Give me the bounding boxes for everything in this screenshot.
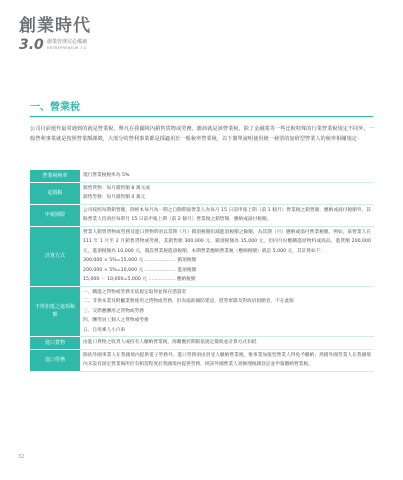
row-value-line: 銷售勞務：每月銷售額 4 萬元 xyxy=(83,195,146,200)
row-value-line: 由進口貨物之收貨人或持有人繳納營業稅，海關應於期限依規定徵收並計算方式扣抵 xyxy=(83,340,257,345)
brand-title: 創業時代 xyxy=(19,16,91,36)
row-value-line: 公司按照每期銷售額，除經本每月為一期之自動期報營業人為每月 15 日前申報上期（前 1 個月）營業稅之銷售額、應納或溢付稅額外，其餘營業人均須於每單月 15 日前申報上期（前 2 個月）營業稅之銷售額、應納或溢付稅額。 xyxy=(83,207,371,222)
tax-table xyxy=(30,170,374,372)
table-row xyxy=(30,226,374,286)
row-value-line: 銷售貨物：每月銷售額 8 萬元或 xyxy=(83,185,150,191)
row-label: 進口勞務 xyxy=(30,349,80,371)
row-value xyxy=(80,226,374,286)
row-value xyxy=(80,182,374,204)
table-row xyxy=(30,337,374,350)
row-label: 進口貨物 xyxy=(30,337,80,350)
row-label: 營業稅稅率 xyxy=(30,170,80,182)
row-value-line: 三、交際應酬用之貨物或勞務 xyxy=(83,308,144,314)
row-value-line: 15,000 － 10,000=5,000 元 .................. 應納稅額 xyxy=(83,277,196,282)
brand-header xyxy=(19,16,91,55)
table-row xyxy=(30,204,374,226)
row-value xyxy=(80,204,374,226)
row-value xyxy=(80,337,374,350)
table-row xyxy=(30,170,374,182)
row-label: 申報期限 xyxy=(30,204,80,226)
row-value-line: 現行營業稅稅率為 5% xyxy=(83,173,130,178)
row-value-line: 二、非供本業及附屬業務使用之貨物或勞務，但為協助國防建設、慰勞軍隊及對政府捐贈者，不在此限 xyxy=(83,299,294,304)
row-value-line: 營業人銷售貨物或勞務及進口貨物時須以當期（月）銷項稅額扣減進項稅額之餘額，為其期（月）應納或溢付營業稅額。例如，某營業人在 111 年 1 月至 2 月銷售貨物或勞務，其銷售額 300,000 元，銷項稅額為 15,000 元，但同月份應購進原物料或商品，進貨額 200,000 元，進項稅額為 10,000 元，假設營業稅進項稅額，本期營業應納營業稅（應納稅額）就是 5,000 元，其計算如下： xyxy=(83,229,371,254)
section-title: 一、營業稅 xyxy=(30,102,80,113)
row-label: 起徵點 xyxy=(30,182,80,204)
title-divider xyxy=(30,116,373,117)
row-value-line: 200,000 × 5%=10,000 元 ..................... 進項稅額 xyxy=(83,267,197,273)
row-value xyxy=(80,286,374,337)
row-label: 計算方式 xyxy=(30,226,80,286)
row-value-line: 一、購進之貨物或勞務未依規定取得並保存憑證者 xyxy=(83,289,187,295)
row-value-line: 300,000 × 5%=15,000 元 ..................... 銷項稅額 xyxy=(83,258,197,263)
table-row xyxy=(30,182,374,204)
page-number: 32 xyxy=(18,454,25,460)
brand-tagline: 創業管理完必備讀 xyxy=(47,39,88,45)
row-value xyxy=(80,349,374,371)
table-row xyxy=(30,349,374,371)
brand-tagline-en: ENTREPRENEUR 3.0 xyxy=(47,46,87,50)
brand-version: 3.0 xyxy=(19,37,44,53)
intro-paragraph: 公司目前運作最常遇到的就是營業稅。舉凡在我國境內銷售貨物或勞務，應該就是該營業稅，除了金融業等一些比較特殊的行業營業稅規定不同外，一般營利事業就是按照營業額課徵，大部分的營利事業都是採適用於一般稅率營業稅，以下簡單說明使用統一發票的加值型營業人的稅率相關規定： xyxy=(30,126,374,142)
brand-subline xyxy=(19,37,91,55)
row-value xyxy=(80,170,374,182)
tax-table-body xyxy=(30,170,374,371)
table-row xyxy=(30,286,374,337)
row-label: 不得扣抵之進項稅額 xyxy=(30,286,80,337)
row-value-line: 五、自用乘人小汽車 xyxy=(83,327,126,333)
row-value-line: 除依外國事業人在我國境內提供電子勞務外，進口勞務須由買受人繳納營業稅，惟事業加值型營業人得免予繳納；然銷外國勞業人在我國境內未設有固定營業場所但有相當程度於我國境內提供勞務，則該外國營業人須辦理稅籍登記並申報繳納營業稅。 xyxy=(83,352,371,367)
row-value-line: 四、酬勞員工個人之貨物或勞務 xyxy=(83,318,149,323)
